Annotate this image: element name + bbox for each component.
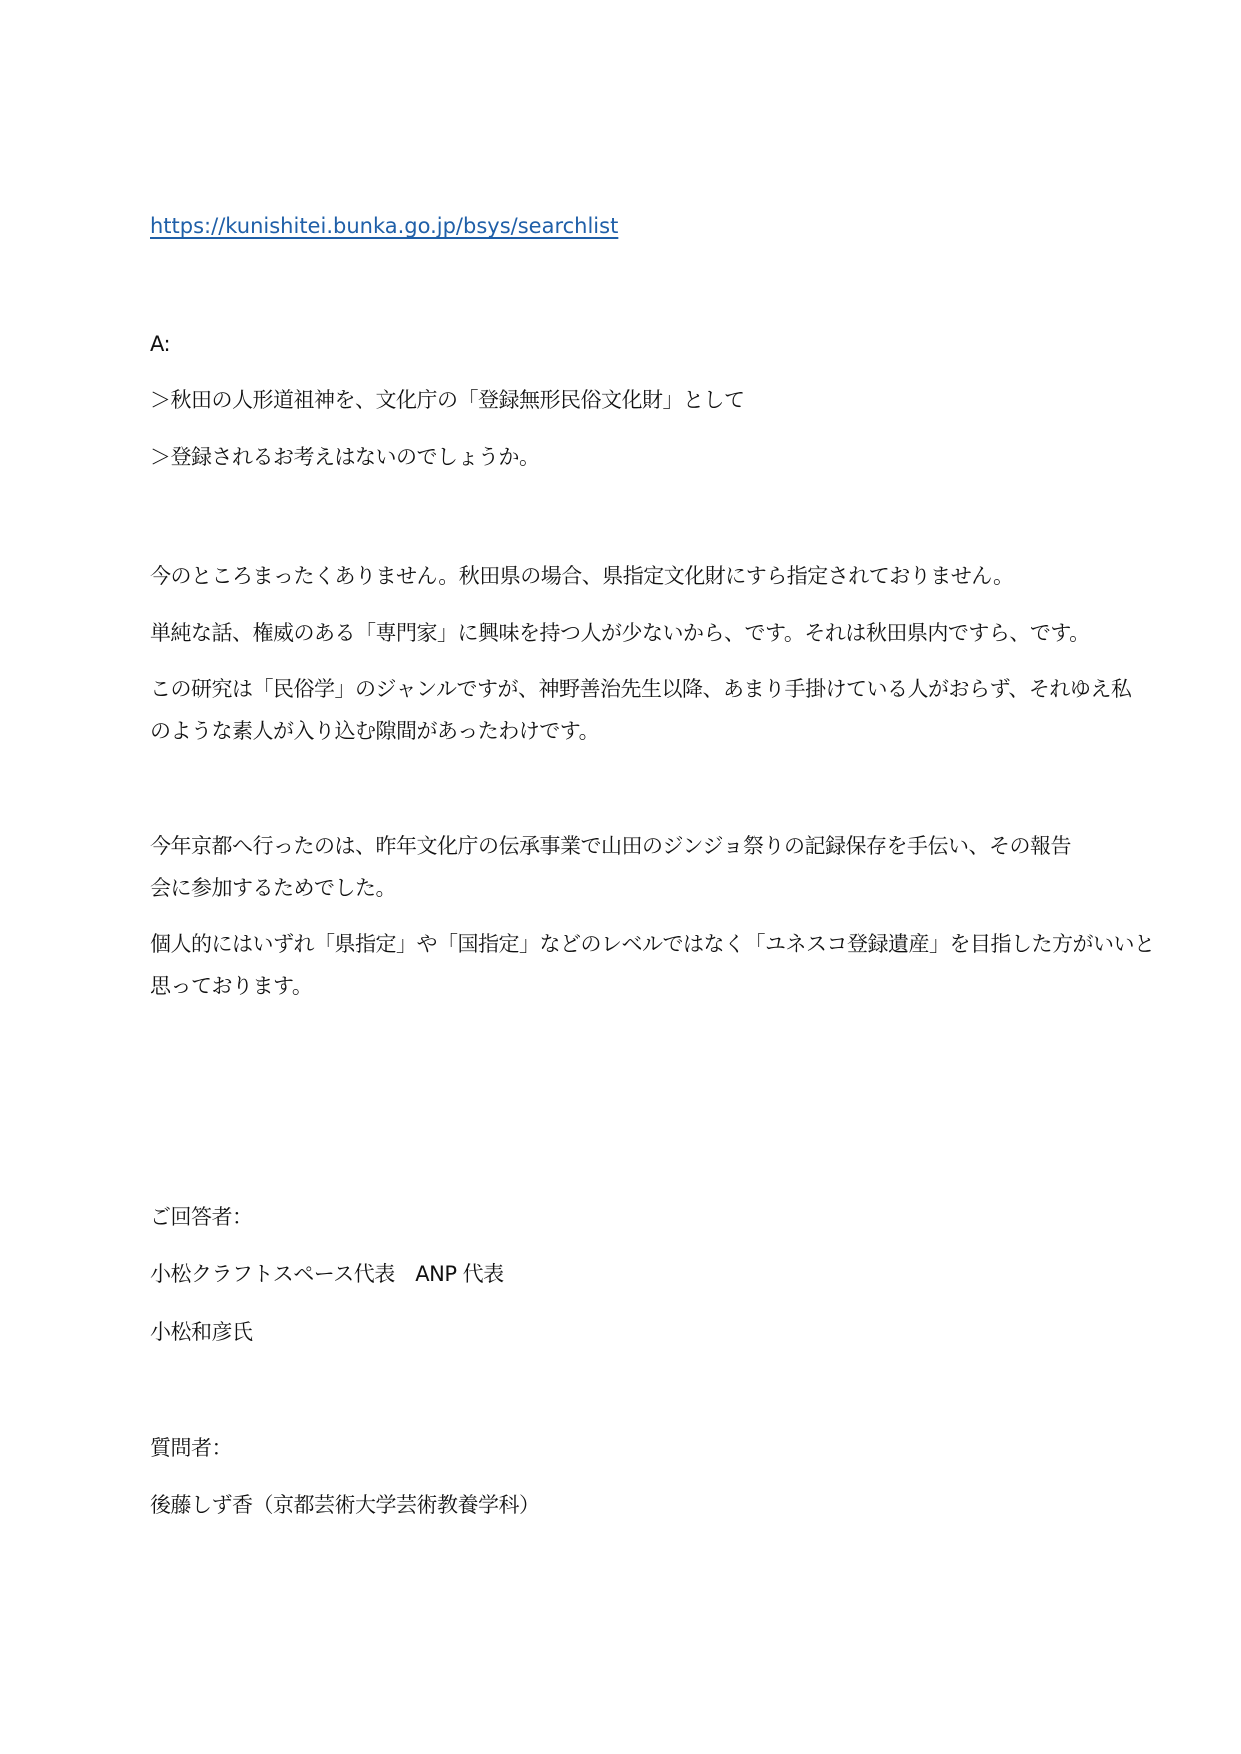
- answer-label: A:: [150, 332, 171, 356]
- paragraph-line: 思っております。: [150, 974, 313, 998]
- reference-link[interactable]: https://kunishitei.bunka.go.jp/bsys/searchlist: [150, 214, 619, 238]
- quote-line: ＞登録されるお考えはないのでしょうか。: [150, 445, 540, 469]
- questioner-name: 後藤しず香（京都芸術大学芸術教養学科）: [150, 1493, 540, 1517]
- questioner-label: 質問者：: [150, 1436, 232, 1460]
- respondent-label: ご回答者：: [150, 1205, 253, 1229]
- respondent-name: 小松和彦氏: [150, 1320, 253, 1344]
- paragraph-line: 単純な話、権威のある「専門家」に興味を持つ人が少ないから、です。それは秋田県内ですら、です。: [150, 621, 1090, 645]
- paragraph-line: 今年京都へ行ったのは、昨年文化庁の伝承事業で山田のジンジョ祭りの記録保存を手伝い、その報告: [150, 834, 1072, 858]
- paragraph-line: 今のところまったくありません。秋田県の場合、県指定文化財にすら指定されておりません。: [150, 564, 1014, 588]
- quote-line: ＞秋田の人形道祖神を、文化庁の「登録無形民俗文化財」として: [150, 388, 745, 412]
- paragraph-line: この研究は「民俗学」のジャンルですが、神野善治先生以降、あまり手掛けている人がおらず、それゆえ私: [150, 677, 1132, 701]
- paragraph-line: 個人的にはいずれ「県指定」や「国指定」などのレベルではなく「ユネスコ登録遺産」を目指した方がいいと: [150, 932, 1155, 956]
- respondent-title: 小松クラフトスペース代表 ANP 代表: [150, 1262, 504, 1286]
- paragraph-line: のような素人が入り込む隙間があったわけです。: [150, 719, 600, 743]
- paragraph-line: 会に参加するためでした。: [150, 876, 396, 900]
